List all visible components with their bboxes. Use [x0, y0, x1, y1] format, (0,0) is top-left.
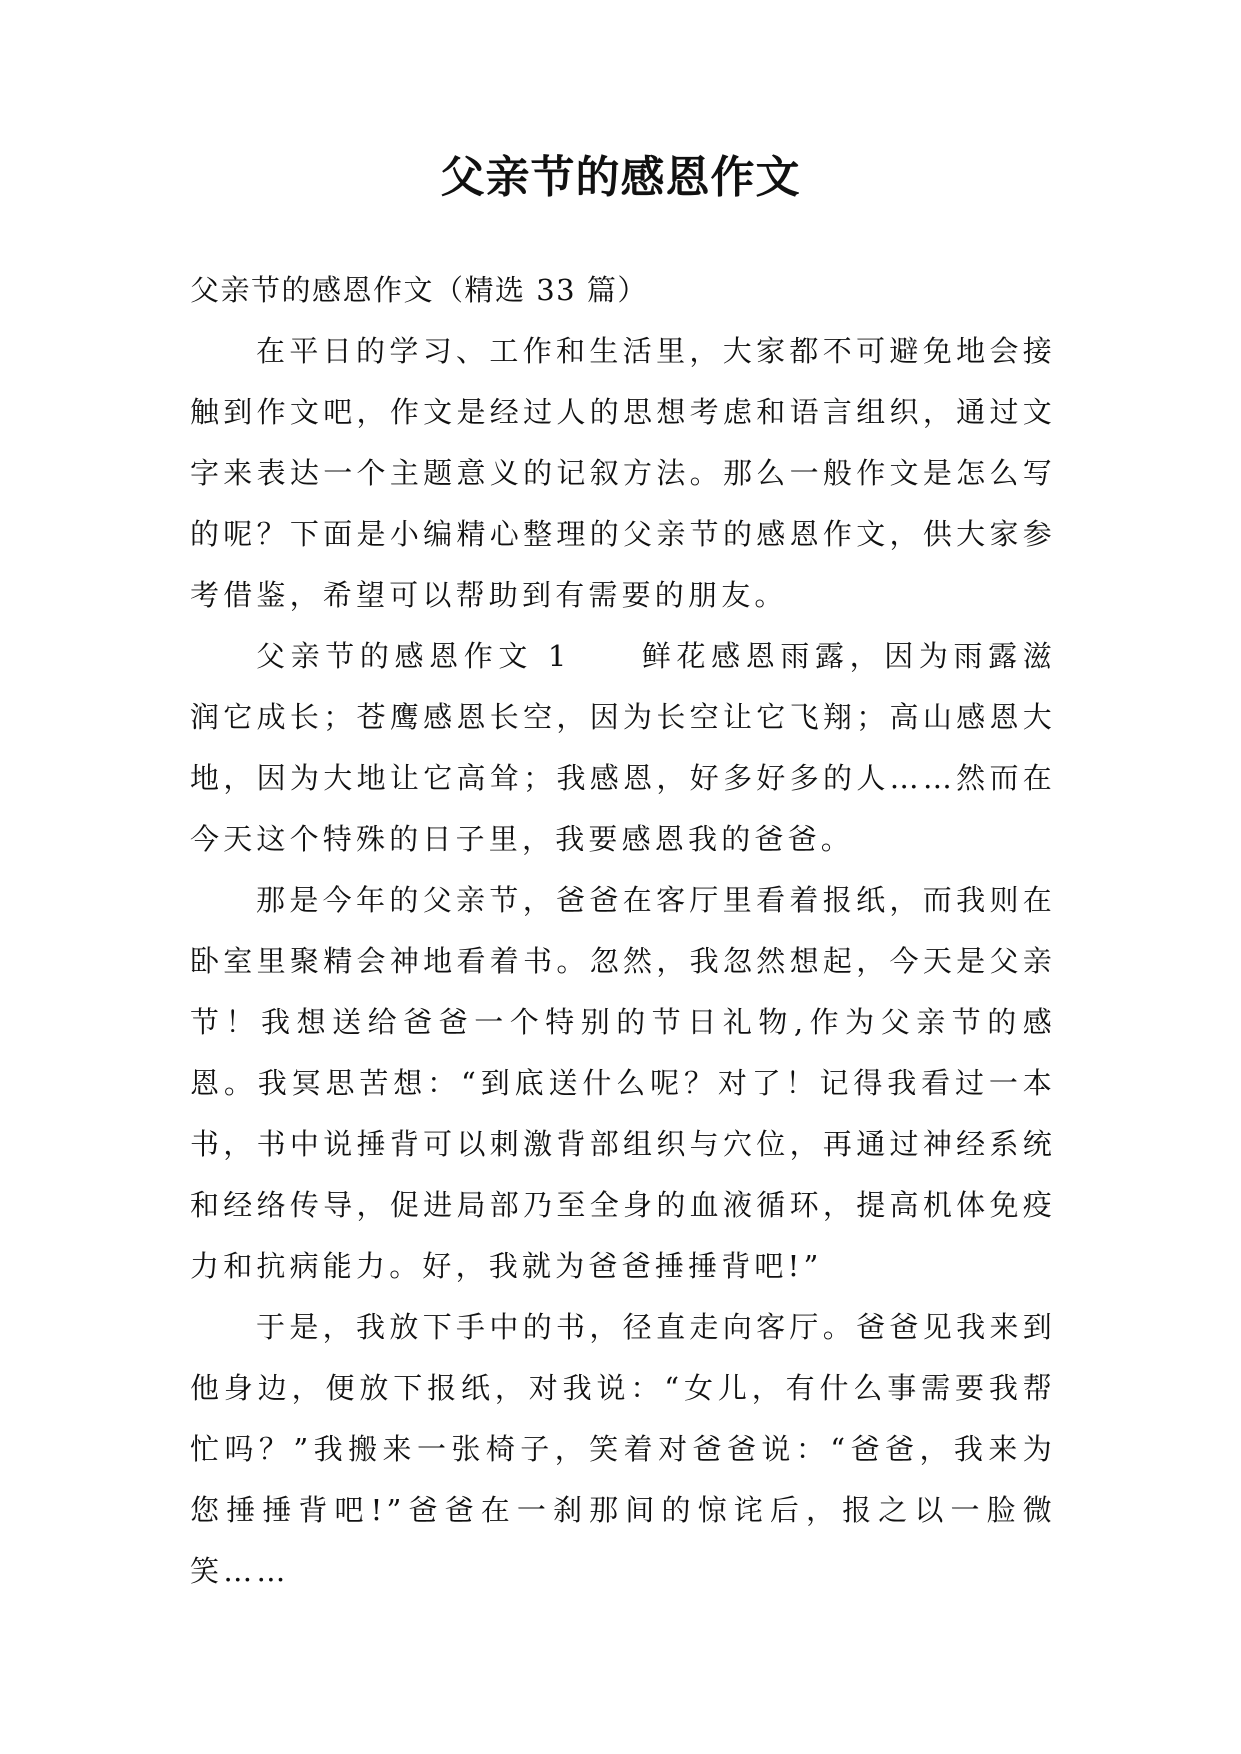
essay-first-text: 鲜花感恩雨露，因为雨露滋润它成长；苍鹰感恩长空，因为长空让它飞翔；高山感恩大地，因为大地让它高耸；我感恩，好多好多的人……然而在今天这个特殊的日子里，我要感恩我的爸爸。: [190, 639, 1056, 856]
essay-first-paragraph: [190, 626, 1056, 870]
document-subtitle: 父亲节的感恩作文（精选 33 篇）: [190, 273, 648, 307]
document-title: 父亲节的感恩作文: [440, 152, 801, 203]
intro-paragraph: 在平日的学习、工作和生活里，大家都不可避免地会接触到作文吧，作文是经过人的思想考虑和语言组织，通过文字来表达一个主题意义的记叙方法。那么一般作文是怎么写的呢？下面是小编精心整理的父亲节的感恩作文，供大家参考借鉴，希望可以帮助到有需要的朋友。: [190, 334, 1056, 612]
essay-heading: 父亲节的感恩作文 1: [256, 639, 571, 673]
essay-paragraph: 于是，我放下手中的书，径直走向客厅。爸爸见我来到他身边，便放下报纸，对我说：“女儿，有什么事需要我帮忙吗？”我搬来一张椅子，笑着对爸爸说：“爸爸，我来为您捶捶背吧!”爸爸在一刹那间的惊诧后，报之以一脸微笑……: [190, 1310, 1056, 1588]
document-body: [190, 260, 1056, 1602]
essay-paragraph: 那是今年的父亲节，爸爸在客厅里看着报纸，而我则在卧室里聚精会神地看着书。忽然，我忽然想起，今天是父亲节！我想送给爸爸一个特别的节日礼物,作为父亲节的感恩。我冥思苦想：“到底送什么呢？对了！记得我看过一本书，书中说捶背可以刺激背部组织与穴位，再通过神经系统和经络传导，促进局部乃至全身的血液循环，提高机体免疫力和抗病能力。好，我就为爸爸捶捶背吧!”: [190, 883, 1056, 1283]
